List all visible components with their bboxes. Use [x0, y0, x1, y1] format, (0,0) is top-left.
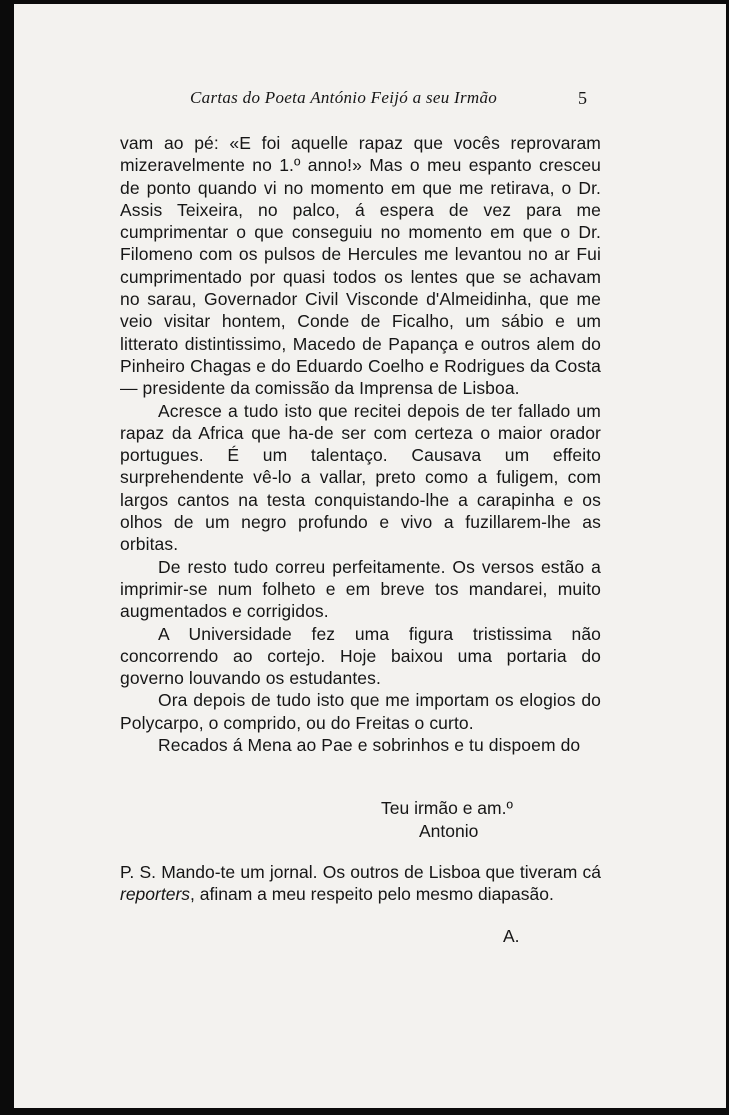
running-title: Cartas do Poeta António Feijó a seu Irmão	[190, 88, 498, 107]
paragraph-3: De resto tudo correu perfeitamente. Os versos estão a imprimir-se num folheto e em breve tos mandarei, muito augmentados e corrigidos.	[120, 556, 601, 622]
paragraph-6: Recados á Mena ao Pae e sobrinhos e tu dispoem do	[158, 735, 581, 756]
postscript-signature: A.	[503, 926, 520, 946]
paragraph-1: vam ao pé: «E foi aquelle rapaz que vocês reprovaram mizeravelmente no 1.º anno!» Mas o meu espanto cresceu de ponto quando vi no momento em que me retirava, o Dr. Assis Teixeira, no palco, á espera de vez para me cumprimentar o que conseguiu no momento em que o Dr. Filomeno com os pulsos de Hercules me levantou no ar Fui cumprimentado por quasi todos os lentes que se achavam no sarau, Governador Civil Visconde d'Almeidinha, que me veio visitar hontem, Conde de Ficalho, um sábio e um litterato distintissimo, Macedo de Papança e outros alem do Pinheiro Chagas e do Eduardo Coelho e Rodrigues da Costa — presidente da comissão da Imprensa de Lisboa.	[120, 133, 601, 399]
paragraph-2: Acresce a tudo isto que recitei depois de ter fallado um rapaz da Africa que ha-de ser com certeza o maior orador portugues. É um talentaço. Causava um effeito surprehendente vê-lo a vallar, preto como a fuligem, com largos cantos na testa conquistando-lhe a carapinha e os olhos de um negro profundo e vivo a fuzillarem-lhe as orbitas.	[120, 400, 601, 555]
postscript-text-end: , afinam a meu respeito pelo mesmo diapasão.	[190, 884, 554, 905]
paragraph-5: Ora depois de tudo isto que me importam os elogios do Polycarpo, o comprido, ou do Freitas o curto.	[120, 690, 601, 733]
closing-salutation: Teu irmão e am.º	[381, 798, 513, 818]
closing-name: Antonio	[419, 821, 479, 841]
paragraph-4: A Universidade fez uma figura tristissima não concorrendo ao cortejo. Hoje baixou uma portaria do governo louvando os estudantes.	[120, 623, 601, 689]
letter-body	[120, 132, 601, 756]
running-header	[14, 88, 729, 118]
letter-closing	[381, 797, 513, 843]
postscript-text-start: P. S. Mando-te um jornal. Os outros de Lisboa que tiveram cá	[120, 862, 601, 882]
page-number: 5	[578, 88, 587, 108]
postscript	[120, 861, 601, 906]
postscript-italic-word: reporters	[120, 884, 191, 905]
